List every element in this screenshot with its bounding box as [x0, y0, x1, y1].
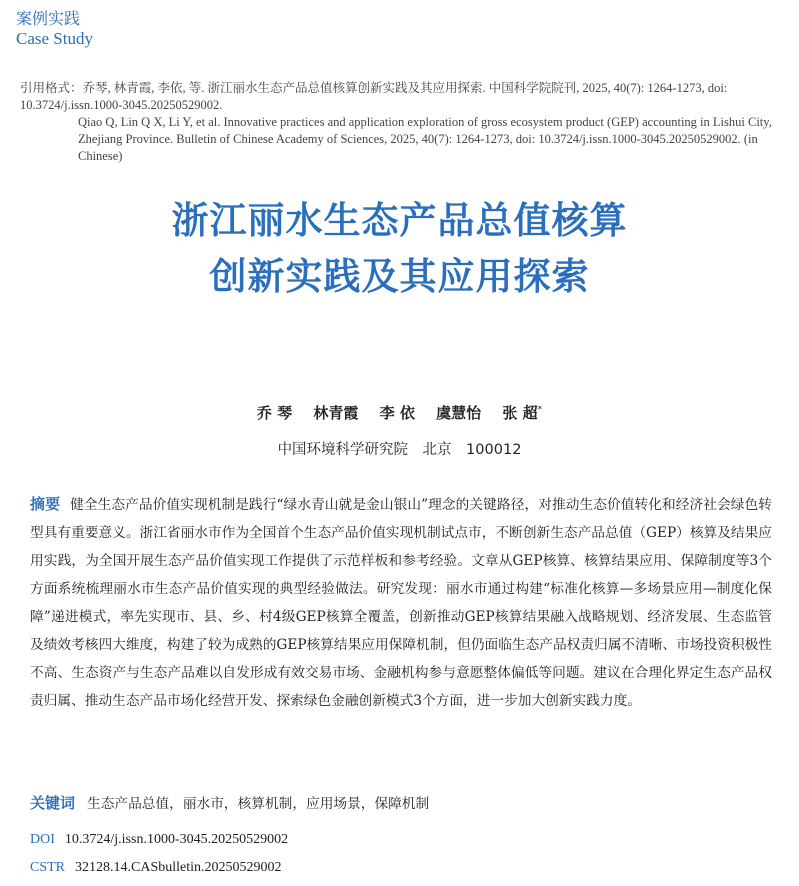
abstract [30, 490, 772, 715]
cstr-value[interactable]: 32128.14.CASbulletin.20250529002 [75, 860, 282, 875]
section-label-cn: 案例实践 [16, 9, 81, 28]
doi-label: DOI [30, 832, 55, 847]
section-label-en: Case Study [16, 29, 93, 48]
author-5 [502, 404, 542, 422]
doi-value[interactable]: 10.3724/j.issn.1000-3045.20250529002 [64, 832, 289, 847]
cstr-label: CSTR [30, 860, 66, 875]
keywords-label: 关键词 [30, 794, 76, 812]
title-line-1: 浙江丽水生态产品总值核算 [171, 199, 628, 242]
doi [30, 832, 288, 848]
keywords [30, 792, 772, 813]
author-3: 李 依 [379, 404, 415, 422]
abstract-text: 健全生态产品价值实现机制是践行“绿水青山就是金山银山”理念的关键路径，对推动生态价值转化和经济社会绿色转型具有重要意义。浙江省丽水市作为全国首个生态产品价值实现机制试点市，不断创新生态产品总值（GEP）核算及结果应用实践，为全国开展生态产品价值实现工作提供了示范样板和参考经验。文章从GEP核算、核算结果应用、保障制度等3个方面系统梳理丽水市生态产品价值实现的典型经验做法。研究发现：丽水市通过构建“标准化核算—多场景应用—制度化保障”递进模式，率先实现市、县、乡、村4级GEP核算全覆盖，创新推动GEP核算结果融入战略规划、经济发展、生态监管及绩效考核四大维度，构建了较为成熟的GEP核算结果应用保障机制，但仍面临生态产品权责归属不清晰、市场投资积极性不高、生态资产与生态产品难以自发形成有效交易市场、金融机构参与意愿整体偏低等问题。建议在合理化界定生态产品权责归属、推动生态产品市场化经营开发、探索绿色金融创新模式3个方面，进一步加大创新实践力度。 [30, 497, 772, 709]
cstr [30, 860, 282, 876]
title-line-2: 创新实践及其应用探索 [209, 255, 590, 298]
keywords-text: 生态产品总值，丽水市，核算机制，应用场景，保障机制 [87, 796, 430, 812]
abstract-label: 摘要 [30, 495, 61, 513]
citation-cn: 引用格式：乔琴, 林青霞, 李依, 等. 浙江丽水生态产品总值核算创新实践及其应用探索. 中国科学院院刊, 2025, 40(7): 1264-1273, doi: 10.3724/j.issn.1000-3045.20250529002. [20, 81, 728, 112]
corresponding-author-mark: * [537, 405, 543, 415]
author-1: 乔 琴 [256, 404, 293, 422]
author-4: 虞慧怡 [436, 404, 482, 422]
citation-block [20, 80, 790, 165]
author-list [0, 402, 799, 423]
affiliation: 中国环境科学研究院 北京 100012 [277, 442, 522, 458]
article-title [0, 193, 799, 305]
author-5-name: 张 超 [502, 404, 538, 422]
author-2: 林青霞 [313, 404, 359, 422]
citation-en: Qiao Q, Lin Q X, Li Y, et al. Innovative practices and application exploration of gross ecosystem product (GEP) accounting in Lishui City, Zhejiang Province. Bulletin of Chinese Academy of Sciences, 2025, 40(7): 1264-1273, doi: 10.3724/j.issn.1000-3045.20250529002. (in Chinese) [78, 115, 772, 163]
